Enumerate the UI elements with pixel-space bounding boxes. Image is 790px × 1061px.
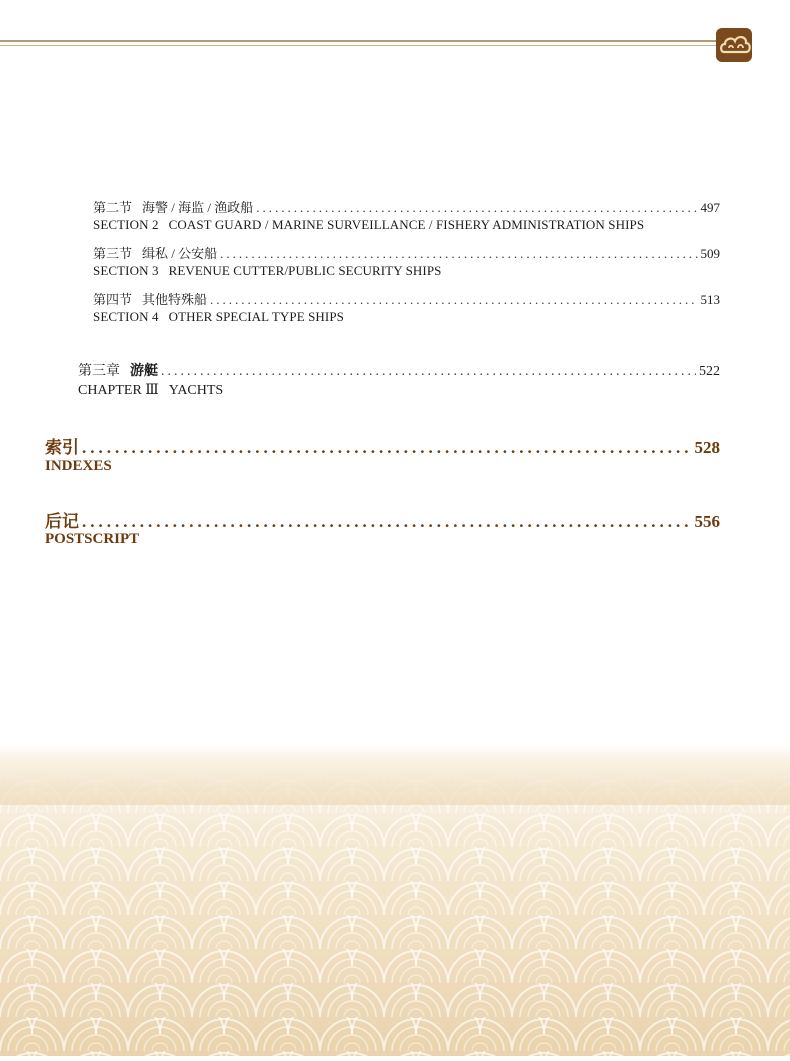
leader-dots bbox=[220, 246, 697, 262]
section-number: 第四节 bbox=[93, 292, 133, 307]
section-title: 缉私 / 公安船 bbox=[142, 246, 218, 261]
toc-entry-section-2[interactable] bbox=[93, 197, 720, 216]
toc-entry-postscript[interactable] bbox=[45, 507, 720, 532]
chapter-title: 游艇 bbox=[130, 364, 158, 379]
page-number: 513 bbox=[700, 292, 720, 307]
cloud-emblem-icon bbox=[716, 26, 756, 64]
toc-entry-section-3[interactable] bbox=[93, 243, 720, 262]
leader-dots bbox=[82, 512, 692, 532]
section-english-title: SECTION 3 REVENUE CUTTER/PUBLIC SECURITY SHIPS bbox=[93, 263, 442, 278]
indexes-title: 索引 bbox=[45, 438, 79, 457]
page-number: 528 bbox=[694, 438, 720, 457]
section-title: 海警 / 海监 / 渔政船 bbox=[142, 200, 254, 215]
postscript-title: 后记 bbox=[45, 512, 79, 531]
toc-entry-chapter-3[interactable] bbox=[78, 360, 720, 380]
section-title: 其他特殊船 bbox=[142, 292, 208, 307]
section-number: 第三节 bbox=[93, 246, 133, 261]
section-english-title: SECTION 4 OTHER SPECIAL TYPE SHIPS bbox=[93, 309, 344, 324]
header-rule bbox=[0, 38, 722, 50]
leader-dots bbox=[161, 364, 696, 380]
page-number: 522 bbox=[699, 364, 720, 379]
section-number: 第二节 bbox=[93, 200, 133, 215]
postscript-english-title: POSTSCRIPT bbox=[45, 531, 140, 547]
toc-entry-section-4[interactable] bbox=[93, 289, 720, 308]
leader-dots bbox=[256, 200, 697, 216]
section-english-title: SECTION 2 COAST GUARD / MARINE SURVEILLANCE / FISHERY ADMINISTRATION SHIPS bbox=[93, 217, 645, 232]
toc-entry-indexes[interactable] bbox=[45, 433, 720, 458]
wave-pattern-background bbox=[0, 745, 790, 1056]
chapter-number: 第三章 bbox=[78, 364, 120, 379]
indexes-english-title: INDEXES bbox=[45, 458, 112, 474]
leader-dots bbox=[82, 438, 692, 458]
page-number: 497 bbox=[700, 200, 720, 215]
page-number: 509 bbox=[700, 246, 720, 261]
page-number: 556 bbox=[694, 512, 720, 531]
leader-dots bbox=[210, 292, 697, 308]
chapter-english-title: CHAPTER Ⅲ YACHTS bbox=[78, 383, 224, 398]
